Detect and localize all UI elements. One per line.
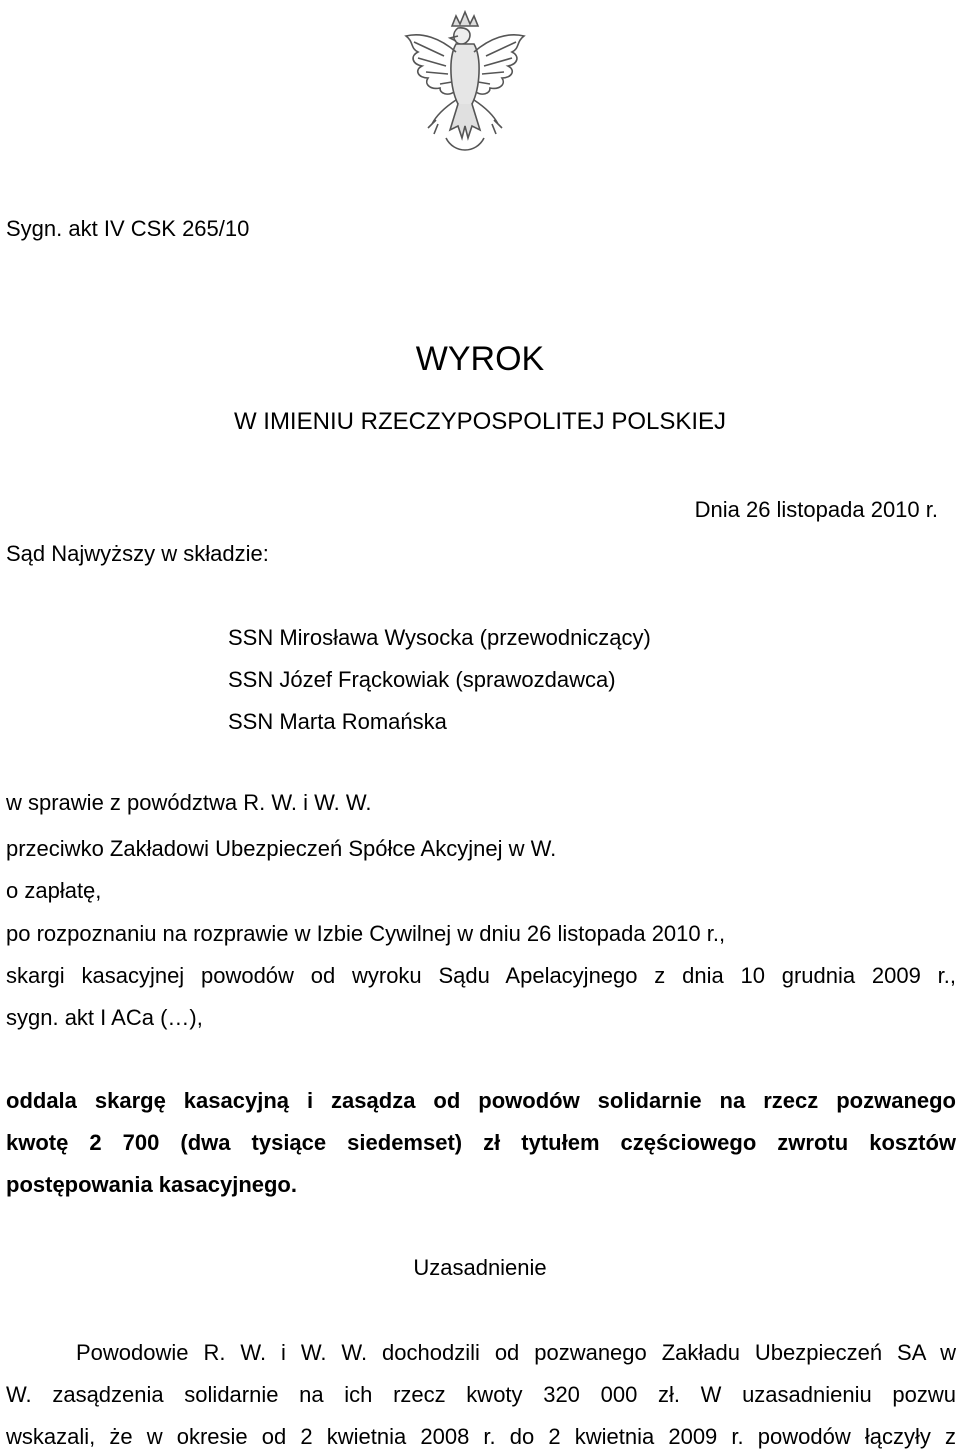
judge-presiding: SSN Mirosława Wysocka (przewodniczący)	[228, 625, 651, 650]
case-signature-line: sygn. akt I ACa (…),	[6, 1005, 203, 1030]
judgment-date: Dnia 26 listopada 2010 r.	[694, 497, 938, 522]
justification-line: W. zasądzenia solidarnie na ich rzecz kwoty 320 000 zł. W uzasadnieniu pozwu	[6, 1382, 956, 1407]
case-subject-line: o zapłatę,	[6, 878, 102, 903]
case-hearing-line: po rozpoznaniu na rozprawie w Izbie Cywilnej w dniu 26 listopada 2010 r.,	[6, 921, 726, 946]
polish-eagle-emblem-icon	[400, 8, 530, 168]
verdict-line: oddala skargę kasacyjną i zasądza od powodów solidarnie na rzecz pozwanego	[6, 1088, 956, 1113]
case-appeal-line: skargi kasacyjnej powodów od wyroku Sądu Apelacyjnego z dnia 10 grudnia 2009 r.,	[6, 963, 956, 988]
verdict-line: kwotę 2 700 (dwa tysiące siedemset) zł tytułem częściowego zwrotu kosztów	[6, 1130, 956, 1155]
justification-heading: Uzasadnienie	[413, 1255, 547, 1280]
case-parties-line: w sprawie z powództwa R. W. i W. W.	[6, 790, 372, 815]
justification-line: wskazali, że w okresie od 2 kwietnia 2008 r. do 2 kwietnia 2009 r. powodów łączyły z	[6, 1424, 956, 1449]
document-title: WYROK	[415, 340, 545, 378]
justification-line: Powodowie R. W. i W. W. dochodzili od pozwanego Zakładu Ubezpieczeń SA w	[76, 1340, 956, 1365]
court-composition-label: Sąd Najwyższy w składzie:	[6, 541, 269, 566]
case-defendant-line: przeciwko Zakładowi Ubezpieczeń Spółce Akcyjnej w W.	[6, 836, 557, 861]
verdict-line: postępowania kasacyjnego.	[6, 1172, 297, 1197]
case-number: Sygn. akt IV CSK 265/10	[6, 216, 250, 241]
judge-member: SSN Marta Romańska	[228, 709, 447, 734]
judge-rapporteur: SSN Józef Frąckowiak (sprawozdawca)	[228, 667, 616, 692]
document-subtitle: W IMIENIU RZECZYPOSPOLITEJ POLSKIEJ	[233, 408, 727, 435]
